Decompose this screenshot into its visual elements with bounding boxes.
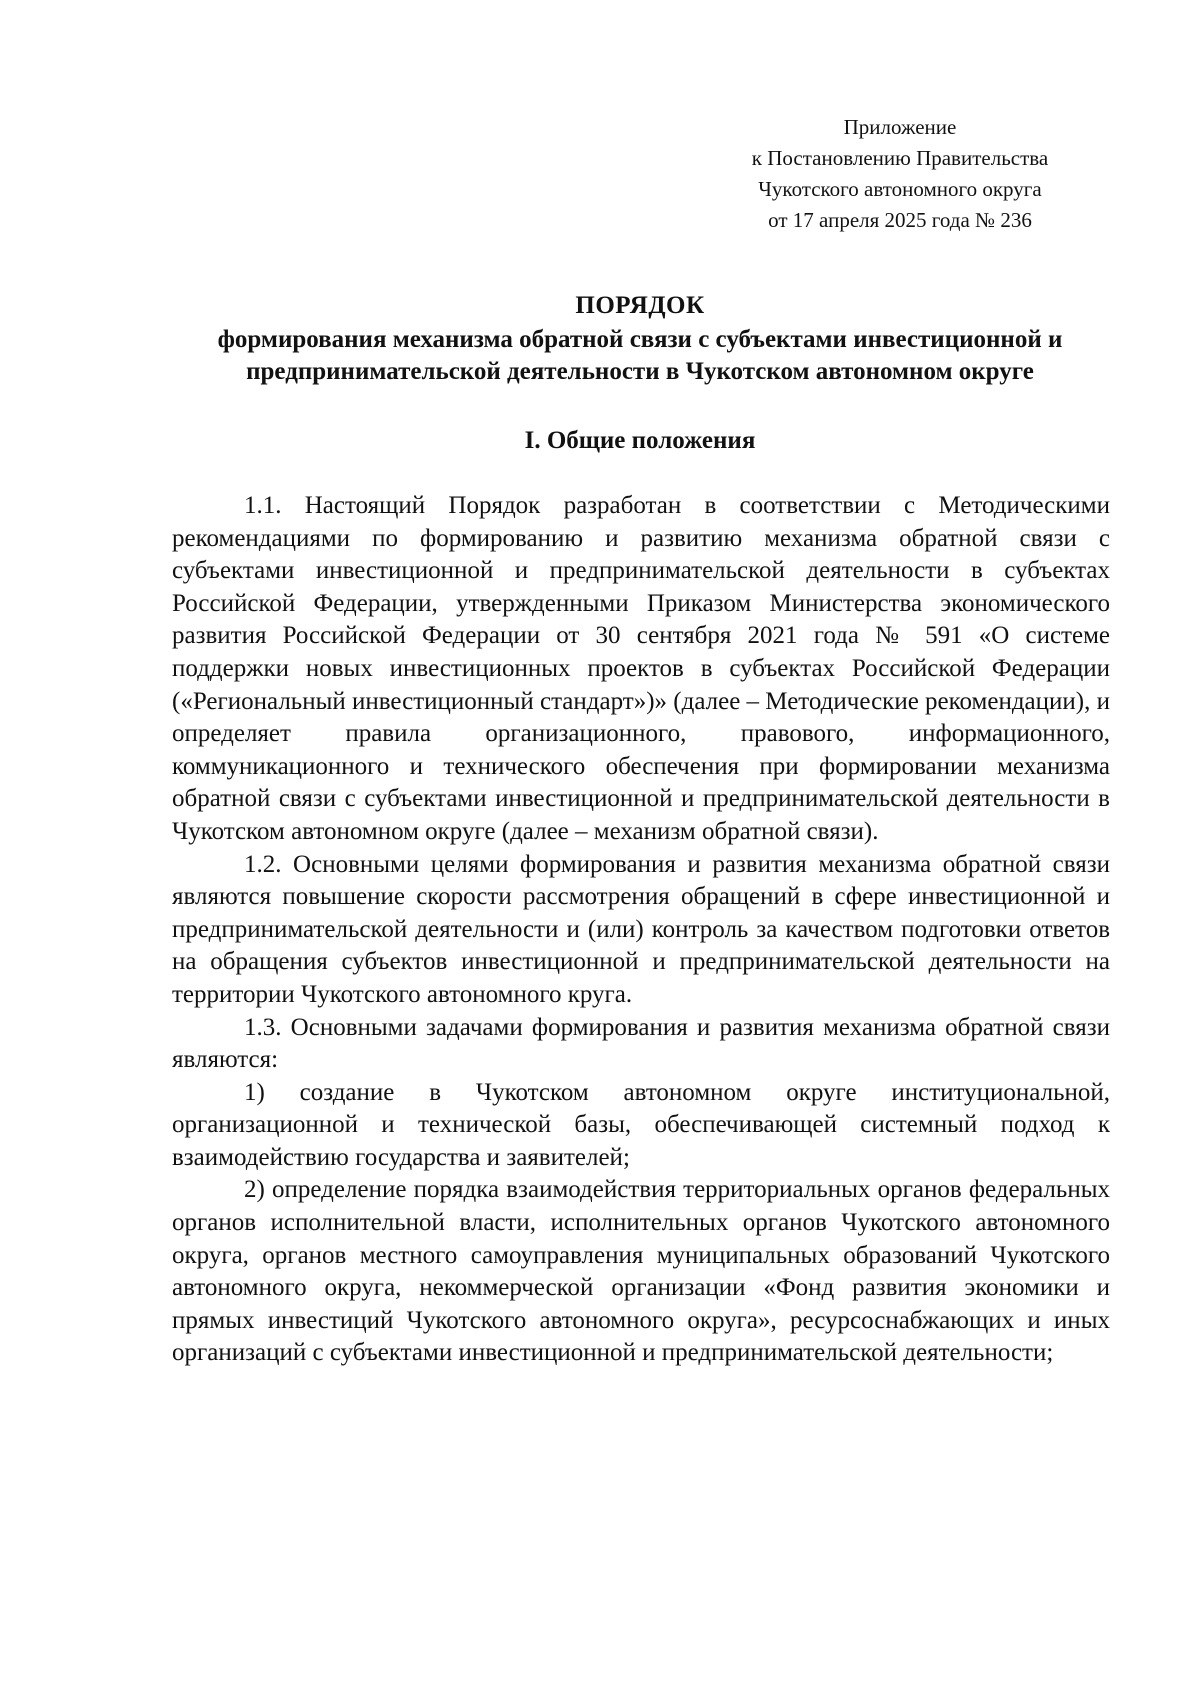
paragraph: 1.3. Основными задачами формирования и развития механизма обратной связи являются: bbox=[172, 1013, 1110, 1074]
annex-line: к Постановлению Правительства bbox=[751, 146, 1049, 170]
annex-block bbox=[720, 112, 1080, 236]
body-text bbox=[172, 490, 1110, 1370]
title-block bbox=[170, 290, 1110, 388]
annex-line: Чукотского автономного округа bbox=[758, 177, 1042, 201]
document-subtitle: формирования механизма обратной связи с субъектами инвестиционной и предпринимательской деятельности в Чукотском автономном округе bbox=[217, 326, 1063, 385]
section-heading: I. Общие положения bbox=[524, 427, 756, 454]
annex-line: Приложение bbox=[843, 115, 957, 139]
annex-line: от 17 апреля 2025 года № 236 bbox=[768, 208, 1032, 232]
paragraph: 2) определение порядка взаимодействия территориальных органов федеральных органов исполнительной власти, исполнительных органов Чукотского автономного округа, органов местного самоуправления муниципальных образований Чукотского автономного округа, некоммерческой организации «Фонд развития экономики и прямых инвестиций Чукотского автономного округа», ресурсоснабжающих и иных организаций с субъектами инвестиционной и предпринимательской деятельности; bbox=[172, 1176, 1110, 1367]
document-title: ПОРЯДОК bbox=[575, 292, 705, 319]
paragraph: 1.1. Настоящий Порядок разработан в соответствии с Методическими рекомендациями по формированию и развитию механизма обратной связи с субъектами инвестиционной и предпринимательской деятельности в субъектах Российской Федерации, утвержденными Приказом Министерства экономического развития Российской Федерации от 30 сентября 2021 года № 591 «О системе поддержки новых инвестиционных проектов в субъектах Российской Федерации («Региональный инвестиционный стандарт»)» (далее – Методические рекомендации), и определяет правила организационного, правового, информационного, коммуникационного и технического обеспечения при формировании механизма обратной связи с субъектами инвестиционной и предпринимательской деятельности в Чукотском автономном округе (далее – механизм обратной связи). bbox=[172, 492, 1110, 845]
paragraph: 1) создание в Чукотском автономном округе институциональной, организационной и технической базы, обеспечивающей системный подход к взаимодействию государства и заявителей; bbox=[172, 1078, 1110, 1171]
paragraph: 1.2. Основными целями формирования и развития механизма обратной связи являются повышение скорости рассмотрения обращений в сфере инвестиционной и предпринимательской деятельности и (или) контроль за качеством подготовки ответов на обращения субъектов инвестиционной и предпринимательской деятельности на территории Чукотского автономного круга. bbox=[172, 850, 1110, 1008]
